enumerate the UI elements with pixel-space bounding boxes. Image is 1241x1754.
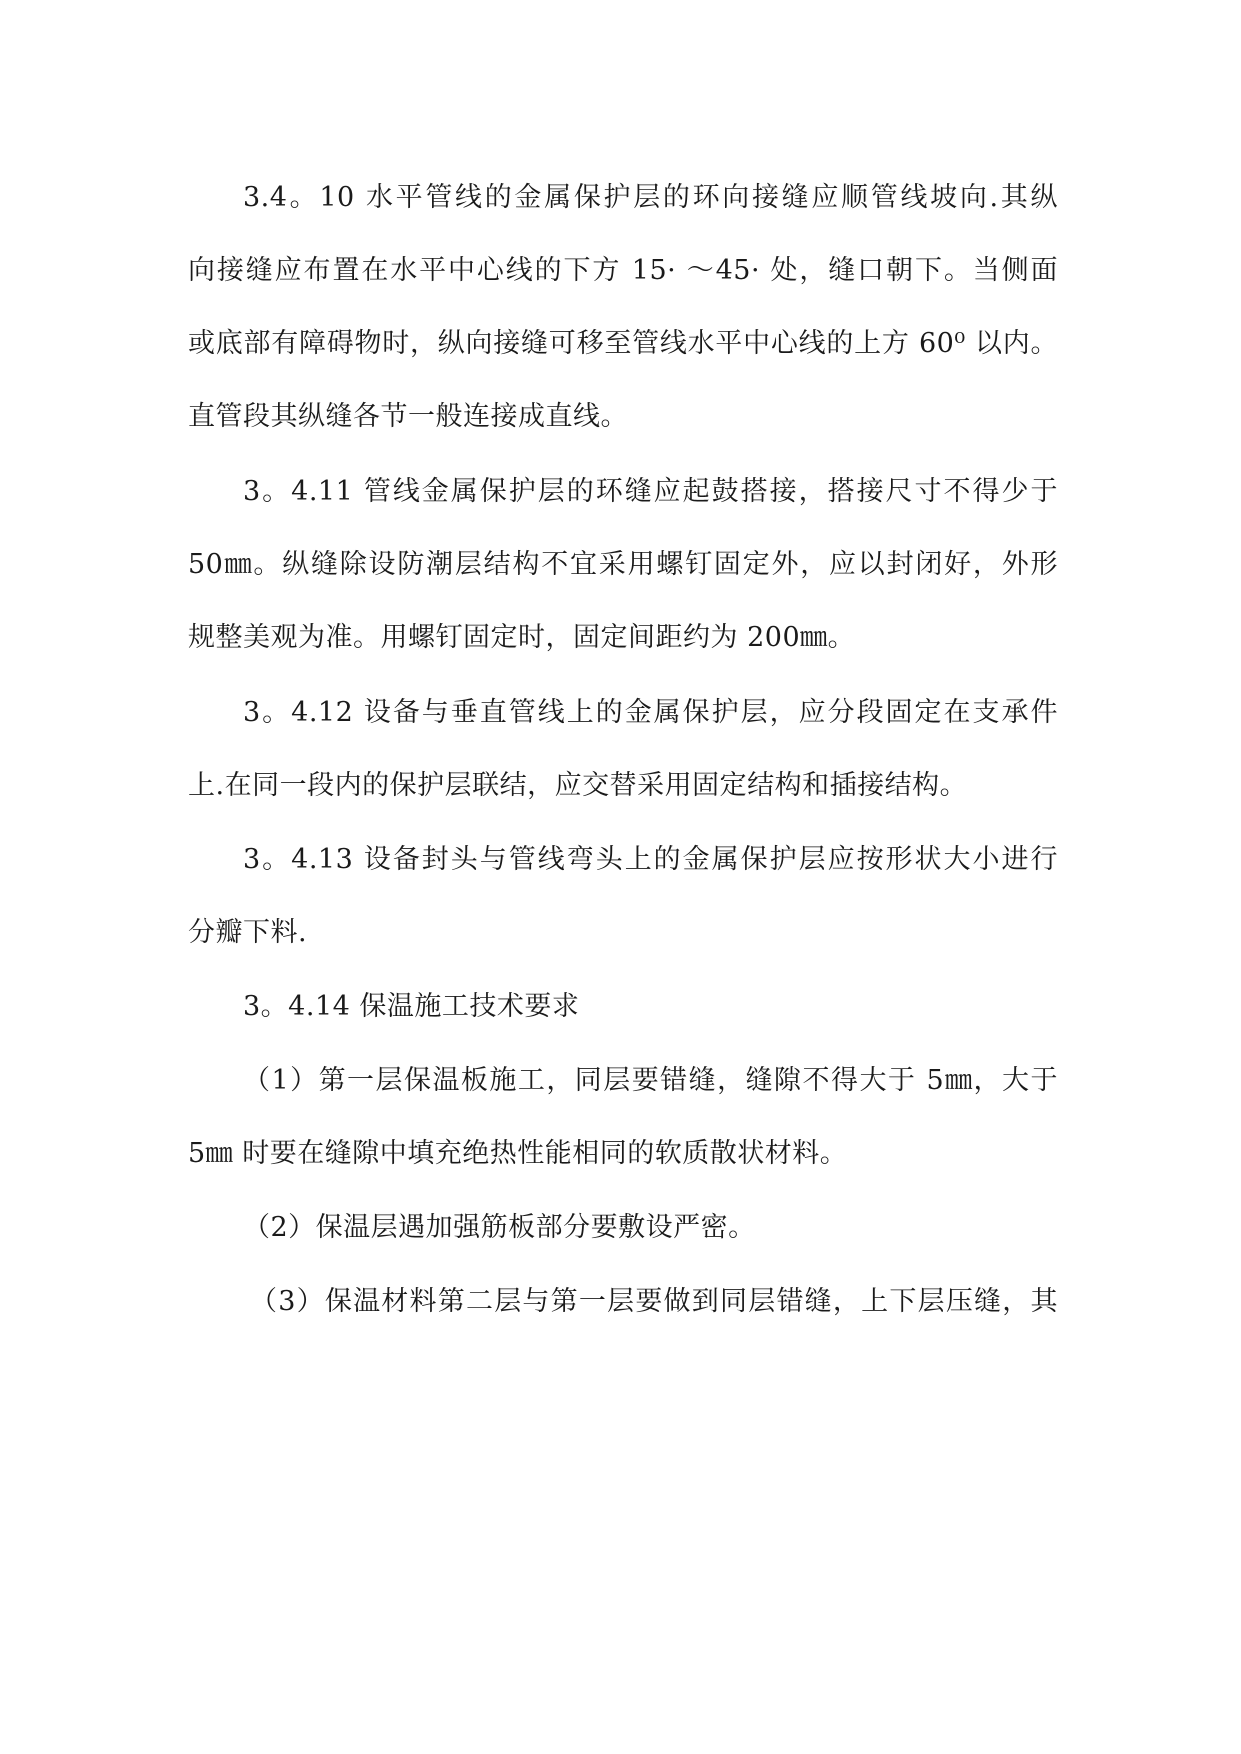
text-line-1: 3.4。10 水平管线的金属保护层的环向接缝应顺管线坡向.其纵 — [243, 182, 1058, 213]
text-line-13: （1）第一层保温板施工，同层要错缝，缝隙不得大于 5㎜，大于 — [243, 1065, 1058, 1096]
text-line-4: 直管段其纵缝各节一般连接成直线。 — [188, 401, 628, 432]
text-line-9: 上.在同一段内的保护层联结，应交替采用固定结构和插接结构。 — [188, 770, 968, 801]
text-line-11: 分瓣下料. — [188, 917, 308, 948]
text-line-3: 或底部有障碍物时，纵向接缝可移至管线水平中心线的上方 60⁰ 以内。 — [188, 328, 1058, 359]
text-line-14: 5㎜ 时要在缝隙中填充绝热性能相同的软质散状材料。 — [188, 1138, 848, 1169]
text-line-16: （3）保温材料第二层与第一层要做到同层错缝，上下层压缝，其 — [250, 1286, 1058, 1317]
text-line-7: 规整美观为准。用螺钉固定时，固定间距约为 200㎜。 — [188, 622, 856, 653]
text-line-10: 3。4.13 设备封头与管线弯头上的金属保护层应按形状大小进行 — [243, 844, 1058, 875]
text-line-8: 3。4.12 设备与垂直管线上的金属保护层，应分段固定在支承件 — [243, 697, 1058, 728]
text-line-12: 3。4.14 保温施工技术要求 — [243, 991, 580, 1022]
text-line-2: 向接缝应布置在水平中心线的下方 15· ～45· 处，缝口朝下。当侧面 — [188, 255, 1058, 286]
text-line-6: 50㎜。纵缝除设防潮层结构不宜采用螺钉固定外，应以封闭好，外形 — [188, 549, 1058, 580]
text-line-5: 3。4.11 管线金属保护层的环缝应起鼓搭接，搭接尺寸不得少于 — [243, 476, 1058, 507]
text-line-15: （2）保温层遇加强筋板部分要敷设严密。 — [243, 1212, 756, 1243]
